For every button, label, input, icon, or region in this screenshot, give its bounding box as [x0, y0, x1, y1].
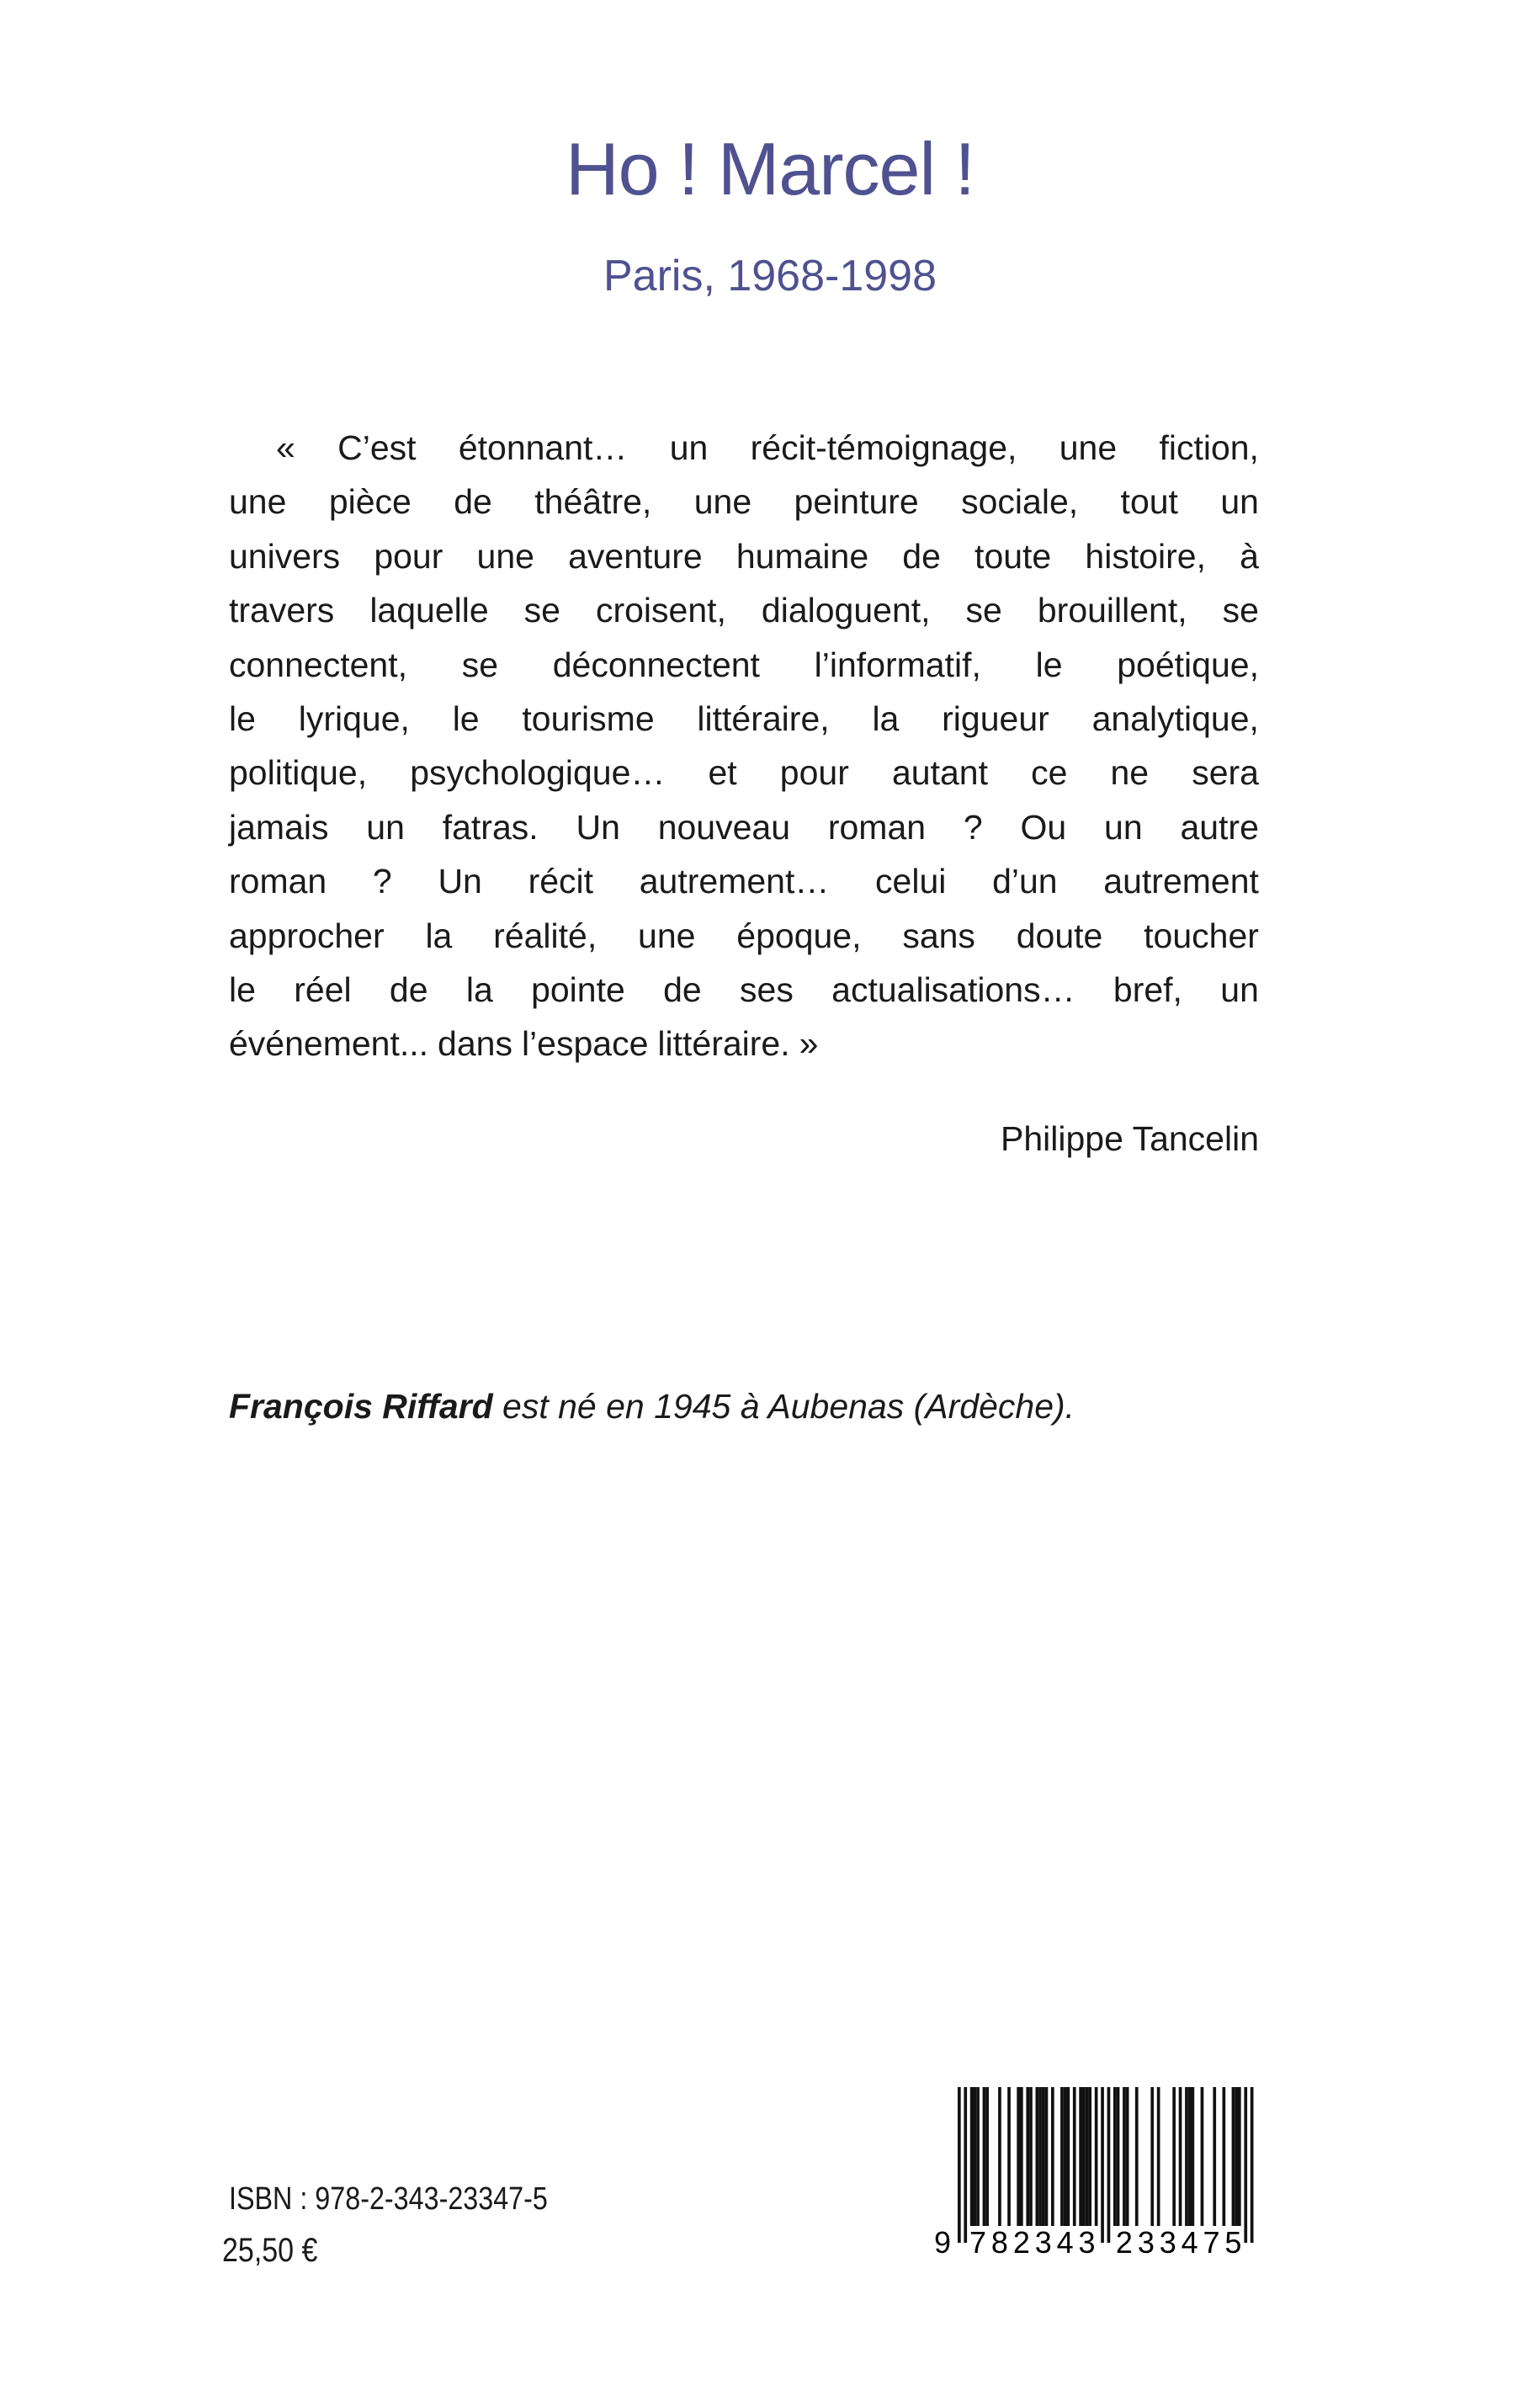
quote-word: sans: [902, 916, 975, 955]
quote-word: analytique,: [1091, 699, 1259, 738]
quote-word: brouillent,: [1037, 591, 1187, 630]
quote-word: réalité,: [493, 916, 597, 955]
quote-word: approcher: [229, 916, 385, 955]
barcode-bar: [964, 2087, 967, 2243]
barcode-bar: [1201, 2087, 1204, 2226]
quote-word: étonnant…: [458, 428, 628, 467]
quote-word: sociale,: [961, 482, 1079, 522]
quote-word: se: [523, 591, 560, 630]
quote-word: la: [872, 699, 900, 738]
barcode-bar: [1251, 2087, 1254, 2243]
barcode-digit: 4: [1181, 2225, 1198, 2255]
barcode-bar: [1026, 2087, 1029, 2226]
quote-word: théâtre,: [534, 482, 652, 522]
quote-word: et: [708, 753, 737, 793]
quote-line: [229, 746, 1259, 799]
quote-word: doute: [1016, 916, 1103, 955]
quote-line: [229, 421, 1259, 475]
barcode-bar: [1082, 2087, 1086, 2226]
quote-word: celui: [875, 862, 947, 901]
quote-word: fiction,: [1159, 428, 1259, 467]
barcode-bar: [1179, 2087, 1182, 2226]
barcode-bar: [1038, 2087, 1042, 2226]
author-name: François Riffard: [229, 1387, 493, 1426]
quote-word: une: [1059, 428, 1118, 467]
barcode-digit: 5: [1224, 2225, 1242, 2255]
barcode-digit: 7: [1203, 2225, 1220, 2255]
quote-word: poétique,: [1117, 645, 1259, 684]
quote-word: l’espace: [521, 1024, 649, 1064]
quote-word: une: [476, 536, 534, 576]
quote-word: univers: [229, 536, 341, 576]
barcode-bar: [1244, 2087, 1247, 2243]
quote-word: de: [902, 536, 941, 576]
barcode-bar: [1101, 2087, 1104, 2243]
quote-word: pointe: [531, 969, 625, 1009]
quote-word: bref,: [1113, 969, 1182, 1009]
quote-word: de: [663, 969, 702, 1009]
quote-word: à: [1240, 536, 1259, 576]
author-bio-text: est né en 1945 à Aubenas (Ardèche).: [492, 1387, 1075, 1426]
quote-word: lyrique,: [298, 699, 410, 738]
barcode-bar: [1213, 2087, 1216, 2226]
quote-word: toucher: [1144, 916, 1259, 955]
quote-word: littéraire,: [697, 699, 830, 738]
quote-line: [229, 638, 1259, 692]
barcode-digit: 9: [934, 2225, 952, 2255]
quote-line: [229, 963, 1259, 1017]
barcode-bar: [1126, 2087, 1129, 2226]
quote-word: l’informatif,: [814, 645, 981, 684]
quote-word: fatras.: [442, 807, 539, 847]
quote-word: tourisme: [522, 699, 655, 738]
quote-word: un: [1220, 482, 1259, 522]
quote-word: Ou: [1020, 807, 1067, 847]
quote-word: la: [465, 969, 493, 1009]
barcode-bar: [1188, 2087, 1192, 2226]
quote-word: ?: [372, 862, 392, 901]
quote-line: [229, 583, 1259, 637]
barcode-bar: [1107, 2087, 1111, 2243]
barcode-digit: 3: [1137, 2225, 1155, 2255]
quote-word: tout: [1120, 482, 1178, 522]
quote-word: histoire,: [1085, 536, 1206, 576]
quote-word: pièce: [328, 482, 412, 522]
quote-word: sera: [1192, 753, 1259, 793]
quote-word: «: [276, 428, 295, 467]
quote-line: [229, 854, 1259, 908]
quote-line: [229, 1017, 1259, 1070]
quote-line: [229, 800, 1259, 854]
barcode-digit: 4: [1056, 2225, 1074, 2255]
barcode-bar: [1060, 2087, 1064, 2226]
barcode-bar: [985, 2087, 989, 2226]
barcode-bar: [1223, 2087, 1226, 2226]
barcode: [934, 2087, 1271, 2255]
quote-word: pour: [374, 536, 443, 576]
barcode-bar: [1157, 2087, 1160, 2226]
quote-word: une: [693, 482, 752, 522]
book-subtitle: Paris, 1968-1998: [603, 252, 937, 300]
quote-line: [229, 692, 1259, 746]
quote-word: C’est: [337, 428, 417, 467]
quote-word: peinture: [794, 482, 919, 522]
barcode-bar: [1150, 2087, 1154, 2226]
quote-word: une: [229, 482, 287, 522]
quote-word: connectent,: [229, 645, 407, 684]
quote-word: dialoguent,: [761, 591, 931, 630]
barcode-bar: [1017, 2087, 1020, 2226]
barcode-bar: [974, 2087, 977, 2226]
quote-word: humaine: [735, 536, 869, 576]
barcode-bar: [983, 2087, 986, 2226]
quote-word: un: [366, 807, 405, 847]
barcode-bar: [1042, 2087, 1045, 2226]
quote-word: pour: [779, 753, 849, 793]
barcode-bar: [976, 2087, 980, 2226]
quote-word: ses: [740, 969, 794, 1009]
barcode-digit: 2: [1115, 2225, 1133, 2255]
quote-word: roman: [827, 807, 927, 847]
barcode-bar: [1238, 2087, 1241, 2226]
quote-word: toute: [974, 536, 1052, 576]
quote-word: de: [389, 969, 428, 1009]
barcode-digit: 3: [1159, 2225, 1176, 2255]
barcode-bar: [1135, 2087, 1139, 2226]
quote-line: [229, 529, 1259, 583]
barcode-bar: [1045, 2087, 1049, 2226]
blurb-quote: [229, 421, 1259, 1071]
quote-word: de: [454, 482, 492, 522]
quote-word: événement...: [229, 1024, 429, 1064]
quote-line: [229, 475, 1259, 529]
barcode-bar: [1051, 2087, 1054, 2226]
barcode-bar: [1036, 2087, 1039, 2226]
barcode-bar: [970, 2087, 974, 2226]
quote-word: croisent,: [595, 591, 726, 630]
quote-word: la: [425, 916, 453, 955]
quote-word: psychologique…: [410, 753, 666, 793]
barcode-bar: [1086, 2087, 1089, 2226]
quote-word: Un: [438, 862, 482, 901]
isbn: ISBN : 978-2-343-23347-5: [229, 2181, 548, 2217]
barcode-digit: 8: [990, 2225, 1008, 2255]
quote-word: récit: [528, 862, 594, 901]
barcode-bar: [1235, 2087, 1238, 2226]
quote-word: un: [669, 428, 709, 467]
quote-line: [229, 909, 1259, 963]
price: 25,50 €: [222, 2232, 318, 2269]
quote-word: actualisations…: [831, 969, 1075, 1009]
barcode-bar: [1067, 2087, 1070, 2226]
barcode-bar: [958, 2087, 961, 2243]
barcode-bar: [998, 2087, 1001, 2226]
quote-word: roman: [229, 862, 327, 901]
quote-word: une: [638, 916, 696, 955]
quote-word: travers: [229, 591, 335, 630]
quote-word: le: [452, 699, 480, 738]
quote-word: autre: [1180, 807, 1259, 847]
quote-word: politique,: [229, 753, 368, 793]
quote-word: autrement: [1103, 862, 1259, 901]
barcode-bar: [1192, 2087, 1195, 2226]
barcode-digit: 3: [1034, 2225, 1052, 2255]
quote-word: »: [799, 1024, 819, 1064]
quote-word: ?: [963, 807, 983, 847]
barcode-digit: 7: [969, 2225, 987, 2255]
quote-word: autant: [891, 753, 988, 793]
quote-attribution: Philippe Tancelin: [1001, 1119, 1259, 1158]
barcode-bar: [1123, 2087, 1126, 2226]
quote-word: le: [1035, 645, 1063, 684]
quote-word: nouveau: [657, 807, 791, 847]
quote-word: ce: [1031, 753, 1068, 793]
quote-word: époque,: [736, 916, 862, 955]
quote-word: le: [229, 699, 256, 738]
quote-word: laquelle: [369, 591, 489, 630]
quote-word: Un: [576, 807, 620, 847]
barcode-bar: [1020, 2087, 1023, 2226]
quote-word: un: [1220, 969, 1259, 1009]
author-bio: [229, 1387, 1075, 1426]
book-title: Ho ! Marcel !: [566, 127, 974, 210]
quote-word: récit-témoignage,: [750, 428, 1017, 467]
quote-word: se: [965, 591, 1002, 630]
barcode-bar: [1232, 2087, 1235, 2226]
barcode-bar: [1073, 2087, 1076, 2226]
quote-word: littéraire.: [657, 1024, 790, 1064]
barcode-digit: 2: [1012, 2225, 1030, 2255]
quote-word: déconnectent: [552, 645, 760, 684]
barcode-bar: [1007, 2087, 1011, 2226]
quote-word: le: [229, 969, 256, 1009]
barcode-digit: 3: [1078, 2225, 1096, 2255]
barcode-bar: [1172, 2087, 1176, 2226]
quote-word: autrement…: [639, 862, 830, 901]
quote-word: réel: [294, 969, 352, 1009]
quote-word: ne: [1110, 753, 1150, 793]
barcode-bar: [1029, 2087, 1033, 2226]
quote-word: jamais: [229, 807, 329, 847]
quote-word: se: [1222, 591, 1259, 630]
quote-word: aventure: [568, 536, 703, 576]
quote-word: d’un: [992, 862, 1058, 901]
quote-word: rigueur: [942, 699, 1049, 738]
barcode-bar: [1088, 2087, 1091, 2226]
barcode-bar: [1117, 2087, 1120, 2226]
quote-word: dans: [438, 1024, 512, 1064]
barcode-bar: [1185, 2087, 1188, 2226]
barcode-bar: [1064, 2087, 1067, 2226]
barcode-bar: [1113, 2087, 1117, 2226]
barcode-bar: [1079, 2087, 1082, 2226]
quote-word: un: [1104, 807, 1143, 847]
barcode-bar: [1095, 2087, 1098, 2226]
quote-word: se: [461, 645, 499, 684]
